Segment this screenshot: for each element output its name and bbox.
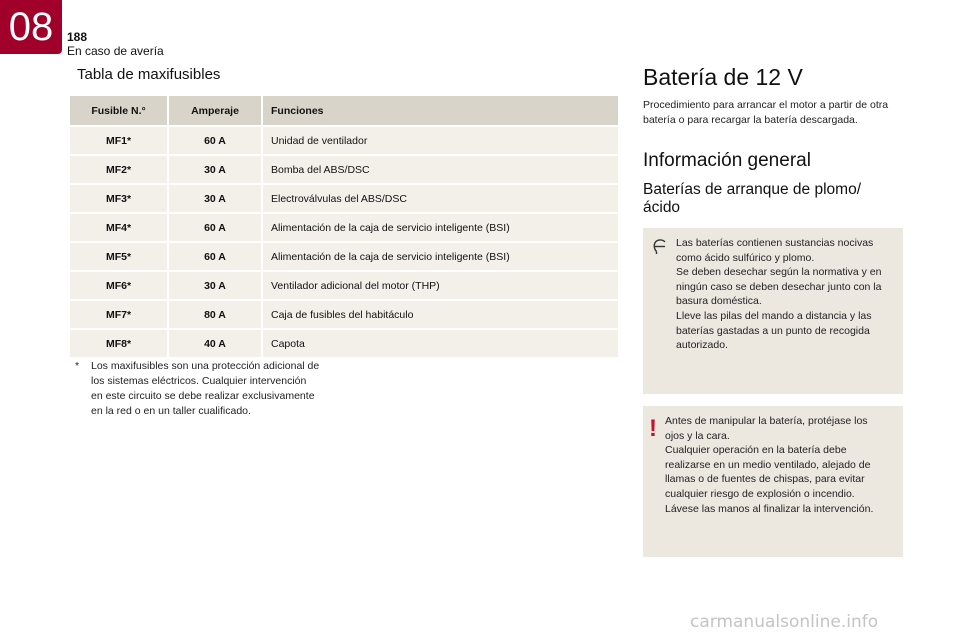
table-header-row [70, 96, 620, 125]
note-line: Las baterías contienen sustancias nocivas [676, 237, 874, 249]
footnote-line: en este circuito se debe realizar exclusivamente [91, 390, 315, 402]
fuse-function: Ventilador adicional del motor (THP) [263, 270, 620, 299]
warning-note [643, 406, 903, 557]
battery-title: Batería de 12 V [643, 64, 803, 90]
watermark: carmanualsonline.info [690, 612, 879, 632]
table-row [70, 125, 620, 154]
column-header-amperage: Amperaje [169, 96, 263, 125]
table-row [70, 154, 620, 183]
note-line: autorizado. [676, 339, 728, 352]
fuse-number: MF1* [70, 125, 169, 154]
fuse-function: Alimentación de la caja de servicio inteligente (BSI) [263, 212, 620, 241]
note-line: baterías gastadas a un punto de recogida [676, 324, 870, 337]
heading-line: ácido [643, 199, 681, 216]
fuse-number: MF6* [70, 270, 169, 299]
warning-exclamation-icon: ! [649, 415, 657, 442]
note-line: Lávese las manos al finalizar la intervención. [665, 502, 874, 515]
section-name: En caso de avería [67, 44, 164, 58]
page-number: 188 [67, 30, 88, 44]
note-line: Antes de manipular la batería, protéjase los [665, 415, 868, 427]
fuse-amperage: 60 A [169, 241, 263, 270]
intro-line: batería o para recargar la batería descargada. [643, 114, 858, 126]
intro-line: Procedimiento para arrancar el motor a partir de otra [643, 99, 889, 111]
table-row [70, 328, 620, 357]
footnote-mark: * [75, 360, 80, 372]
fuse-amperage: 30 A [169, 183, 263, 212]
warning-note-text [665, 414, 897, 516]
fuse-amperage: 30 A [169, 154, 263, 183]
fuse-amperage: 60 A [169, 125, 263, 154]
column-header-fuse: Fusible N.° [70, 96, 169, 125]
fuse-amperage: 80 A [169, 299, 263, 328]
chapter-tab: 08 [0, 0, 62, 54]
note-line: realizarse en un medio ventilado, alejado de [665, 458, 871, 471]
environment-note [643, 228, 903, 394]
fuse-function: Caja de fusibles del habitáculo [263, 299, 620, 328]
note-line: llamas o de fuentes de chispas, para evitar [665, 473, 865, 486]
battery-intro [643, 98, 908, 128]
fuse-number: MF4* [70, 212, 169, 241]
table-row [70, 299, 620, 328]
environment-note-text [676, 236, 898, 353]
table-row [70, 270, 620, 299]
fuse-function: Bomba del ABS/DSC [263, 154, 620, 183]
lead-acid-heading [643, 181, 883, 217]
fuse-number: MF2* [70, 154, 169, 183]
fuse-function: Capota [263, 328, 620, 357]
note-line: como ácido sulfúrico y plomo. [676, 251, 815, 264]
footnote-text [91, 359, 355, 419]
table-row [70, 212, 620, 241]
eco-leaf-icon [652, 238, 668, 254]
fuse-number: MF3* [70, 183, 169, 212]
note-line: ojos y la cara. [665, 429, 730, 442]
fuse-amperage: 40 A [169, 328, 263, 357]
footnote [75, 359, 355, 419]
table-row [70, 241, 620, 270]
table-row [70, 183, 620, 212]
column-header-functions: Funciones [263, 96, 620, 125]
fuse-number: MF8* [70, 328, 169, 357]
footnote-line: en la red o en un taller cualificado. [91, 405, 251, 417]
fuse-function: Alimentación de la caja de servicio inteligente (BSI) [263, 241, 620, 270]
general-info-heading: Información general [643, 150, 811, 171]
heading-line: Baterías de arranque de plomo/ [643, 181, 861, 198]
fuse-function: Electroválvulas del ABS/DSC [263, 183, 620, 212]
fuse-amperage: 30 A [169, 270, 263, 299]
maxi-fuse-table [70, 96, 620, 357]
note-line: Lleve las pilas del mando a distancia y las [676, 309, 872, 322]
note-line: Se deben desechar según la normativa y en [676, 266, 882, 279]
note-line: ningún caso se deben desechar junto con la [676, 280, 882, 293]
note-line: basura doméstica. [676, 295, 762, 308]
fuse-amperage: 60 A [169, 212, 263, 241]
fuse-number: MF7* [70, 299, 169, 328]
fuse-function: Unidad de ventilador [263, 125, 620, 154]
footnote-line: Los maxifusibles son una protección adicional de [91, 360, 320, 372]
fuse-number: MF5* [70, 241, 169, 270]
footnote-line: los sistemas eléctricos. Cualquier intervención [91, 375, 307, 387]
note-line: Cualquier operación en la batería debe [665, 444, 847, 457]
note-line: cualquier riesgo de explosión o incendio. [665, 487, 855, 500]
fuse-table-title: Tabla de maxifusibles [77, 66, 221, 83]
